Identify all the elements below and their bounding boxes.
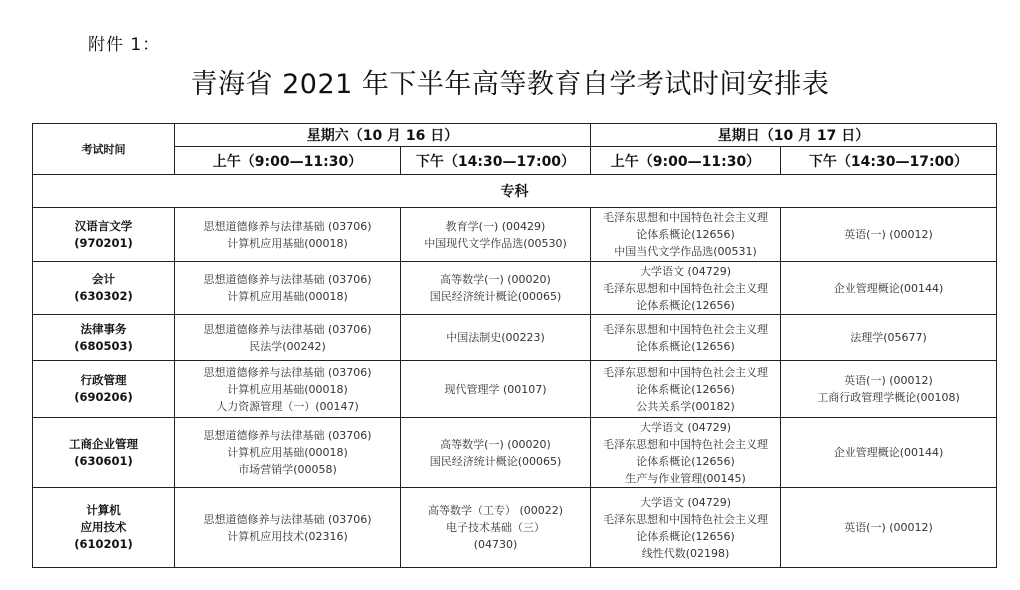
- course-line: 公共关系学(00182): [636, 399, 735, 413]
- table-row: [33, 418, 997, 488]
- sat-afternoon-cell: [401, 262, 591, 315]
- sat-afternoon-cell: [401, 315, 591, 361]
- course-line: 国民经济统计概论(00065): [429, 290, 562, 303]
- sat-morning-cell: [175, 262, 401, 315]
- course-line: 毛泽东思想和中国特色社会主义理: [603, 365, 768, 379]
- course-line: 毛泽东思想和中国特色社会主义理: [603, 211, 768, 224]
- course-line: 毛泽东思想和中国特色社会主义理: [603, 322, 768, 336]
- sat-morning-header: 上午（9:00—11:30）: [175, 147, 401, 175]
- major-line: 工商企业管理: [69, 436, 138, 451]
- section-title: 专科: [33, 175, 997, 208]
- major-line: (630302): [74, 289, 133, 303]
- sun-morning-header: 上午（9:00—11:30）: [591, 147, 781, 175]
- course-line: 思想道德修养与法律基础 (03706): [203, 429, 372, 442]
- sun-afternoon-cell: [781, 262, 997, 315]
- header-row-days: [33, 124, 997, 147]
- course-line: 现代管理学 (00107): [444, 382, 547, 396]
- sunday-header: 星期日（10 月 17 日）: [591, 124, 997, 147]
- sat-afternoon-header: 下午（14:30—17:00）: [401, 147, 591, 175]
- course-line: 思想道德修养与法律基础 (03706): [203, 512, 372, 526]
- table-row: [33, 262, 997, 315]
- sat-morning-cell: [175, 315, 401, 361]
- course-line: 英语(一) (00012): [844, 374, 933, 387]
- course-line: 毛泽东思想和中国特色社会主义理: [603, 512, 768, 526]
- exam-schedule-table: [32, 123, 997, 568]
- sun-afternoon-cell: [781, 315, 997, 361]
- saturday-header: 星期六（10 月 16 日）: [175, 124, 591, 147]
- page-title: 青海省 2021 年下半年高等教育自学考试时间安排表: [190, 69, 830, 100]
- course-line: 大学语文 (04729): [639, 495, 732, 509]
- major-cell: [33, 488, 175, 568]
- course-line: 思想道德修养与法律基础 (03706): [203, 273, 372, 286]
- major-line: 应用技术: [80, 520, 127, 534]
- course-line: 毛泽东思想和中国特色社会主义理: [603, 437, 768, 451]
- course-line: 思想道德修养与法律基础 (03706): [203, 219, 372, 233]
- course-line: 论体系概论(12656): [636, 228, 735, 241]
- course-line: 企业管理概论(00144): [833, 446, 944, 459]
- major-line: 计算机: [86, 503, 121, 517]
- major-line: (610201): [74, 537, 133, 551]
- course-line: 计算机应用基础(00018): [227, 290, 348, 303]
- course-line: 工商行政管理学概论(00108): [817, 391, 960, 404]
- course-line: 思想道德修养与法律基础 (03706): [203, 365, 372, 379]
- course-line: 生产与作业管理(00145): [625, 471, 746, 485]
- sat-afternoon-cell: [401, 418, 591, 488]
- sun-morning-cell: [591, 315, 781, 361]
- course-line: 计算机应用基础(00018): [227, 236, 348, 250]
- course-line: 国民经济统计概论(00065): [429, 454, 562, 468]
- course-line: 高等数学（工专） (00022): [427, 504, 564, 517]
- course-line: 人力资源管理（一）(00147): [216, 399, 359, 413]
- course-line: 计算机应用技术(02316): [227, 529, 348, 543]
- sun-morning-cell: [591, 418, 781, 488]
- sat-morning-cell: [175, 488, 401, 568]
- course-line: 民法学(00242): [249, 339, 326, 353]
- major-line: 法律事务: [80, 321, 127, 336]
- course-line: (04730): [473, 538, 518, 551]
- major-cell: [33, 361, 175, 418]
- course-line: 英语(一) (00012): [844, 228, 933, 241]
- sun-morning-cell: [591, 361, 781, 418]
- sat-afternoon-cell: [401, 361, 591, 418]
- sat-morning-cell: [175, 418, 401, 488]
- course-line: 论体系概论(12656): [636, 529, 735, 543]
- sun-morning-cell: [591, 488, 781, 568]
- course-line: 论体系概论(12656): [636, 382, 735, 396]
- attachment-label: 附件 1：: [88, 35, 161, 55]
- major-line: (690206): [74, 390, 133, 404]
- header-row-slots: [33, 147, 997, 175]
- sun-afternoon-cell: [781, 418, 997, 488]
- course-line: 中国现代文学作品选(00530): [424, 236, 567, 250]
- sat-afternoon-cell: [401, 208, 591, 262]
- course-line: 企业管理概论(00144): [833, 281, 944, 295]
- course-line: 线性代数(02198): [641, 546, 730, 560]
- course-line: 论体系概论(12656): [636, 454, 735, 468]
- major-line: (970201): [74, 235, 133, 250]
- course-line: 高等数学(一) (00020): [440, 437, 551, 451]
- sun-afternoon-header: 下午（14:30—17:00）: [781, 147, 997, 175]
- course-line: 法理学(05677): [850, 331, 927, 344]
- course-line: 计算机应用基础(00018): [227, 382, 348, 396]
- major-line: 行政管理: [80, 373, 127, 387]
- sat-morning-cell: [175, 361, 401, 418]
- course-line: 思想道德修养与法律基础 (03706): [203, 322, 372, 336]
- table-row: [33, 315, 997, 361]
- table-row: [33, 488, 997, 568]
- major-line: (630601): [74, 453, 133, 468]
- schedule-body: [33, 124, 997, 568]
- course-line: 市场营销学(00058): [238, 463, 337, 476]
- course-line: 高等数学(一) (00020): [440, 273, 551, 286]
- major-line: (680503): [74, 338, 133, 353]
- sun-afternoon-cell: [781, 208, 997, 262]
- major-line: 汉语言文学: [74, 218, 133, 233]
- major-line: 会计: [92, 272, 115, 286]
- course-line: 大学语文 (04729): [639, 420, 732, 434]
- table-row: [33, 208, 997, 262]
- sun-morning-cell: [591, 208, 781, 262]
- sat-afternoon-cell: [401, 488, 591, 568]
- course-line: 大学语文 (04729): [639, 264, 732, 278]
- course-line: 中国法制史(00223): [446, 331, 545, 344]
- course-line: 毛泽东思想和中国特色社会主义理: [603, 281, 768, 295]
- course-line: 教育学(一) (00429): [445, 219, 546, 233]
- major-cell: [33, 262, 175, 315]
- exam-time-header: 考试时间: [33, 124, 175, 175]
- sun-afternoon-cell: [781, 361, 997, 418]
- sun-afternoon-cell: [781, 488, 997, 568]
- table-row: [33, 361, 997, 418]
- course-line: 电子技术基础（三）: [446, 521, 545, 534]
- major-cell: [33, 208, 175, 262]
- section-row: [33, 175, 997, 208]
- major-cell: [33, 418, 175, 488]
- course-line: 英语(一) (00012): [844, 521, 933, 534]
- sat-morning-cell: [175, 208, 401, 262]
- sun-morning-cell: [591, 262, 781, 315]
- major-cell: [33, 315, 175, 361]
- course-line: 中国当代文学作品选(00531): [614, 245, 757, 258]
- course-line: 论体系概论(12656): [636, 339, 735, 353]
- course-line: 计算机应用基础(00018): [227, 446, 348, 459]
- course-line: 论体系概论(12656): [636, 298, 735, 312]
